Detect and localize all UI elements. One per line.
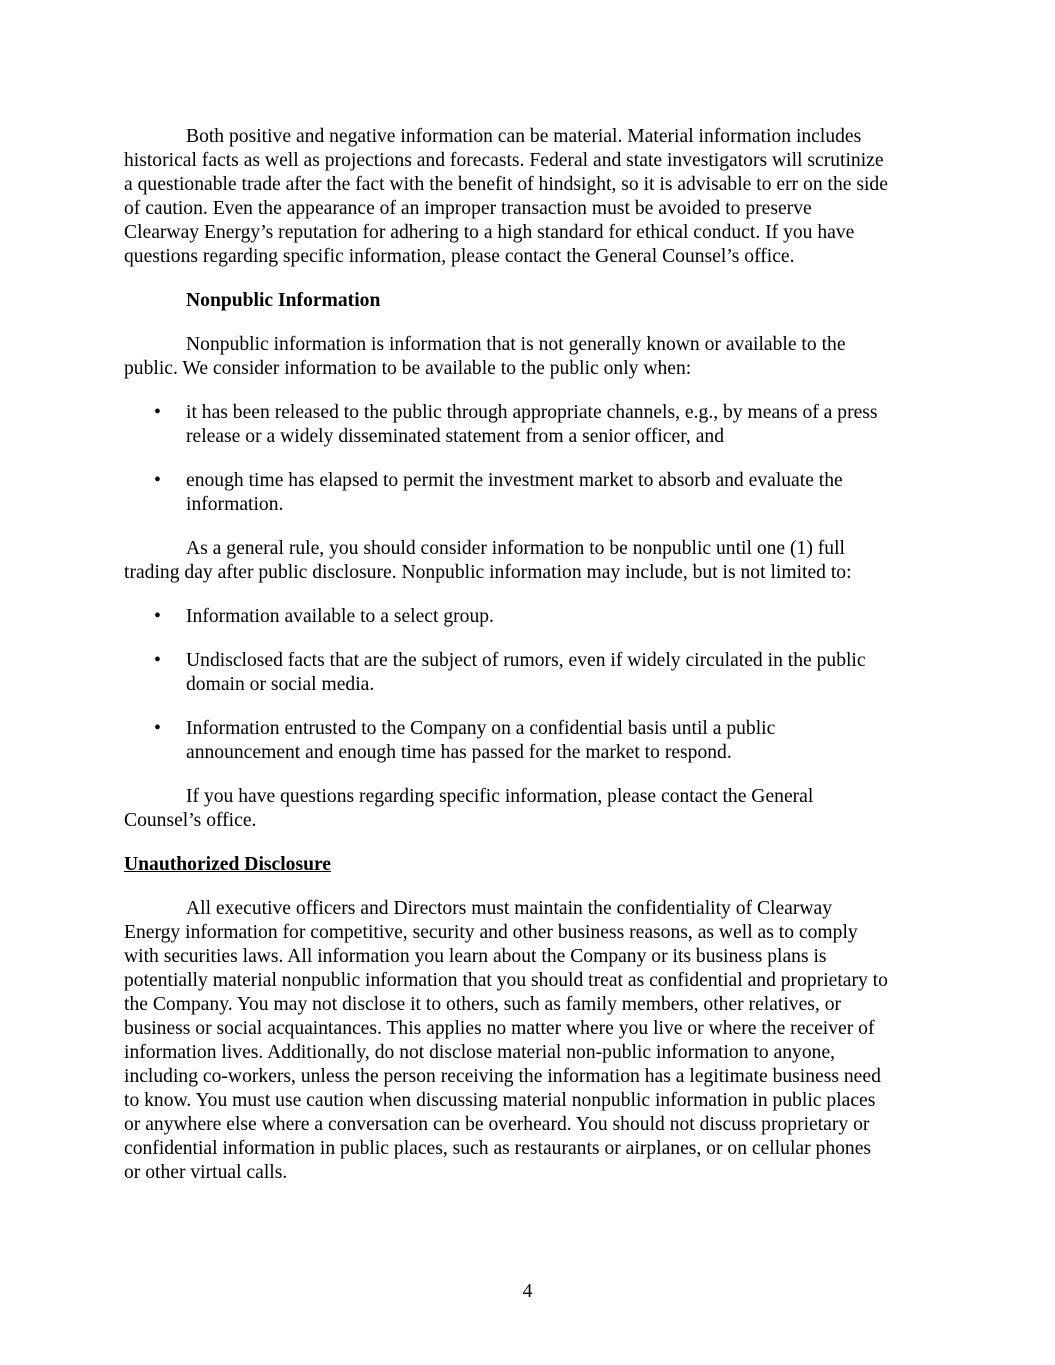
spacer [124, 313, 934, 333]
spacer [124, 585, 934, 605]
spacer [124, 517, 934, 537]
text-line: If you have questions regarding specific information, please contact the General [186, 786, 814, 807]
text-line: business or social acquaintances. This applies no matter where you live or where the receiver of [124, 1018, 875, 1039]
paragraph-nonpublic-definition [124, 333, 934, 381]
spacer [124, 833, 934, 853]
bullet-icon: • [154, 606, 161, 627]
bullet-icon: • [154, 470, 161, 491]
bullet-item [124, 469, 934, 517]
paragraph-confidentiality [124, 897, 934, 1185]
text-line: or other virtual calls. [124, 1162, 288, 1183]
spacer [124, 629, 934, 649]
text-line: it has been released to the public through appropriate channels, e.g., by means of a press [186, 402, 878, 423]
text-line: As a general rule, you should consider information to be nonpublic until one (1) full [186, 538, 845, 559]
text-line: with securities laws. All information you learn about the Company or its business plans is [124, 946, 827, 967]
text-line: questions regarding specific information, please contact the General Counsel’s office. [124, 246, 795, 267]
text-line: or anywhere else where a conversation can be overheard. You should not discuss proprietary or [124, 1114, 870, 1135]
text-line: Nonpublic information is information that is not generally known or available to the [186, 334, 846, 355]
spacer [124, 449, 934, 469]
text-line: Counsel’s office. [124, 810, 257, 831]
bullet-item [124, 605, 934, 629]
heading-unauthorized-disclosure: Unauthorized Disclosure [124, 854, 332, 875]
text-line: public. We consider information to be available to the public only when: [124, 358, 692, 379]
heading-nonpublic-information: Nonpublic Information [186, 290, 381, 311]
bullet-icon: • [154, 718, 161, 739]
text-line: Clearway Energy’s reputation for adhering to a high standard for ethical conduct. If you have [124, 222, 855, 243]
text-line: Energy information for competitive, security and other business reasons, as well as to comply [124, 922, 858, 943]
bullet-icon: • [154, 650, 161, 671]
text-line: Information entrusted to the Company on a confidential basis until a public [186, 718, 776, 739]
spacer [124, 381, 934, 401]
paragraph-general-rule [124, 537, 934, 585]
text-line: Information available to a select group. [186, 606, 494, 627]
paragraph-contact-counsel [124, 785, 934, 833]
text-line: the Company. You may not disclose it to others, such as family members, other relatives, or [124, 994, 842, 1015]
text-line: Both positive and negative information can be material. Material information includes [186, 126, 862, 147]
text-line: enough time has elapsed to permit the investment market to absorb and evaluate the [186, 470, 843, 491]
bullet-item [124, 717, 934, 765]
spacer [124, 877, 934, 897]
text-line: a questionable trade after the fact with the benefit of hindsight, so it is advisable to err on the side [124, 174, 888, 195]
text-line: historical facts as well as projections and forecasts. Federal and state investigators will scrutinize [124, 150, 884, 171]
document-page [124, 125, 934, 1185]
text-line: potentially material nonpublic information that you should treat as confidential and proprietary to [124, 970, 888, 991]
text-line: including co-workers, unless the person receiving the information has a legitimate business need [124, 1066, 881, 1087]
spacer [124, 697, 934, 717]
bullet-icon: • [154, 402, 161, 423]
spacer [124, 765, 934, 785]
text-line: information. [186, 494, 284, 515]
text-line: domain or social media. [186, 674, 375, 695]
text-line: All executive officers and Directors must maintain the confidentiality of Clearway [186, 898, 833, 919]
bullet-item [124, 649, 934, 697]
text-line: information lives. Additionally, do not disclose material non-public information to anyone, [124, 1042, 836, 1063]
text-line: confidential information in public places, such as restaurants or airplanes, or on cellular phones [124, 1138, 872, 1159]
text-line: trading day after public disclosure. Nonpublic information may include, but is not limited to: [124, 562, 852, 583]
text-line: release or a widely disseminated statement from a senior officer, and [186, 426, 725, 447]
paragraph-materiality [124, 125, 934, 269]
text-line: to know. You must use caution when discussing material nonpublic information in public places [124, 1090, 876, 1111]
page-number: 4 [522, 1281, 533, 1302]
bullet-item [124, 401, 934, 449]
text-line: announcement and enough time has passed for the market to respond. [186, 742, 732, 763]
spacer [124, 269, 934, 289]
text-line: Undisclosed facts that are the subject of rumors, even if widely circulated in the public [186, 650, 866, 671]
text-line: of caution. Even the appearance of an improper transaction must be avoided to preserve [124, 198, 812, 219]
